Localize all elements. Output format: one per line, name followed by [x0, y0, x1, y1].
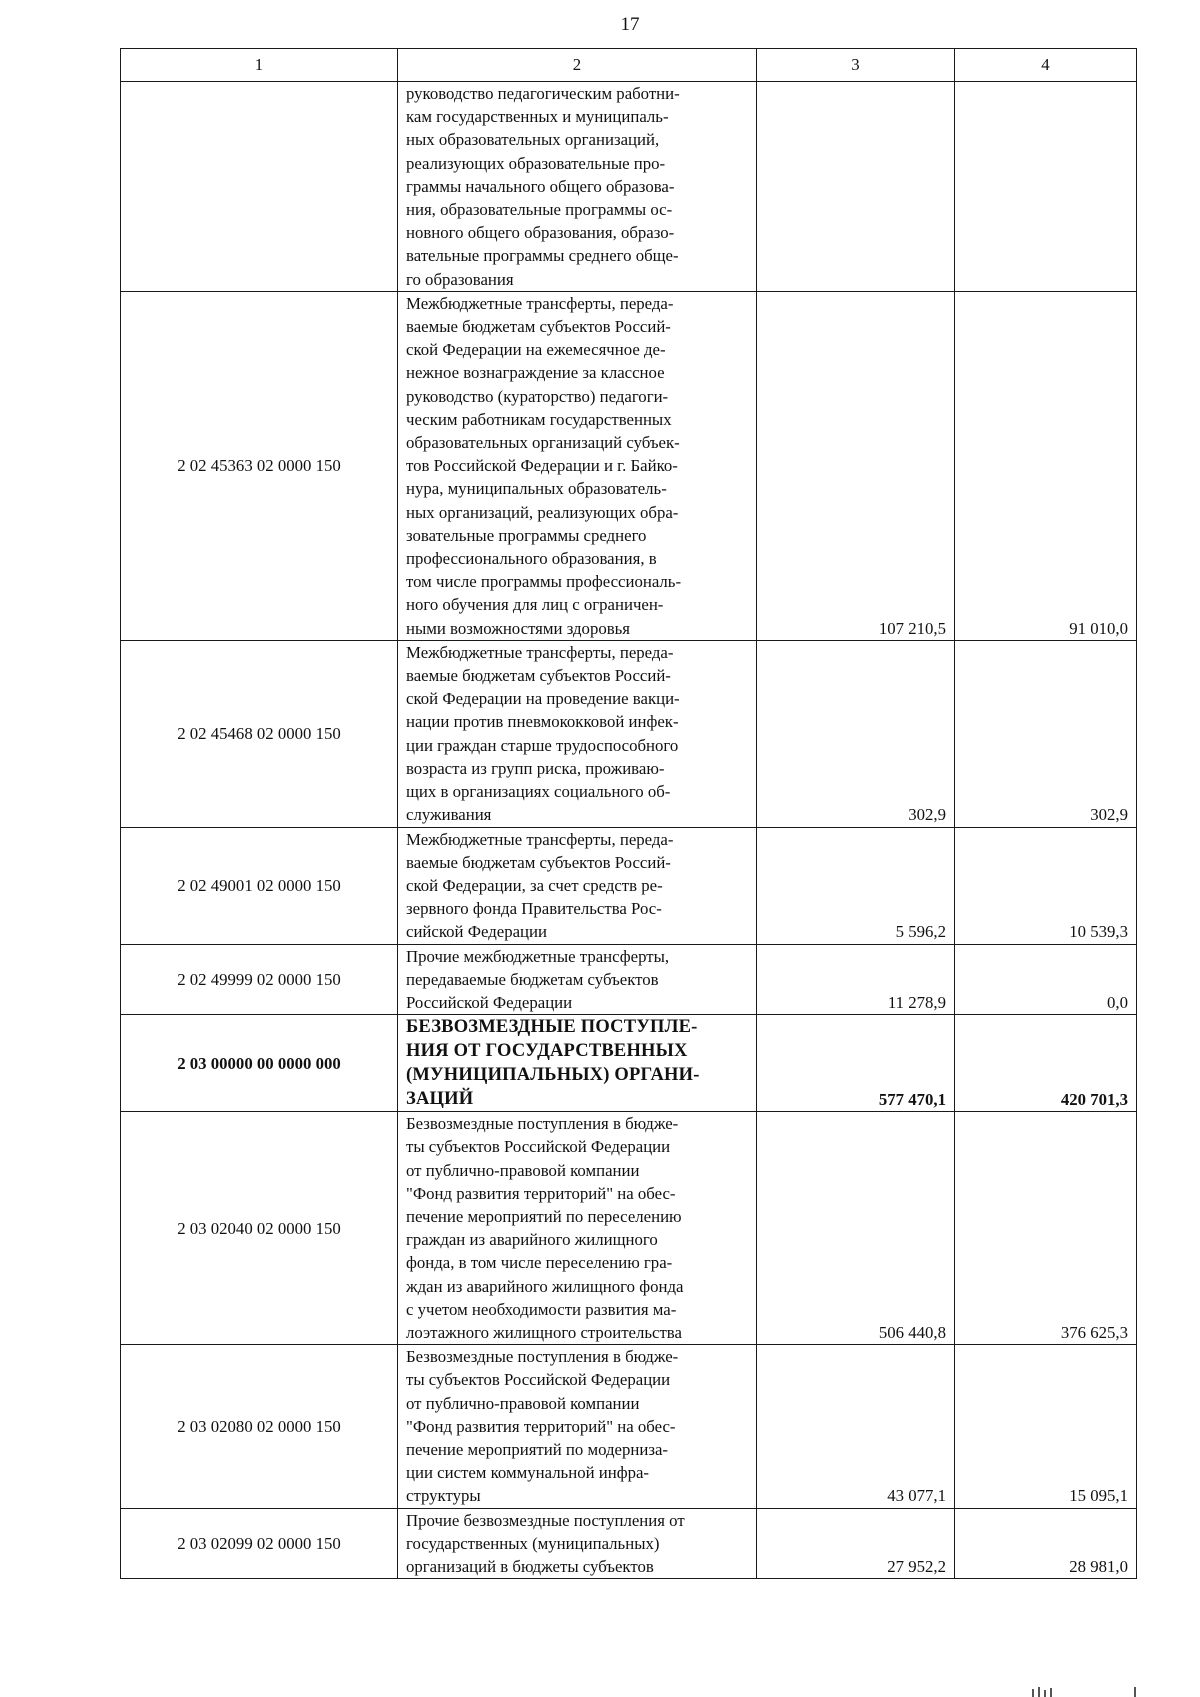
column-header-1: 1: [121, 49, 398, 82]
revenue-name-text: Безвозмездные поступления в бюдже- ты субъектов Российской Федерации от публично-правовой компании "Фонд развития территорий" на обес- печение мероприятий по модерниза- ции систем коммунальной инфра- структуры: [406, 1347, 679, 1506]
table-row: [121, 291, 1137, 640]
revenue-name: [398, 1345, 757, 1508]
amount-column-3: 43 077,1: [757, 1345, 955, 1508]
revenue-name: [398, 1112, 757, 1345]
revenue-name-text: Межбюджетные трансферты, переда- ваемые бюджетам субъектов Россий- ской Федерации на проведение вакци- нации против пневмококковой инфек- ции граждан старше трудоспособного возраста из групп риска, проживаю- щих в организациях социального об- служивания: [406, 642, 680, 825]
table-row: [121, 827, 1137, 944]
amount-column-3: 577 470,1: [757, 1015, 955, 1112]
revenue-name-text: БЕЗВОЗМЕЗДНЫЕ ПОСТУПЛЕ- НИЯ ОТ ГОСУДАРСТВЕННЫХ (МУНИЦИПАЛЬНЫХ) ОРГАНИ- ЗАЦИЙ: [406, 1017, 700, 1110]
classification-code: 2 02 45468 02 0000 150: [121, 640, 398, 827]
classification-code: 2 03 02099 02 0000 150: [121, 1508, 398, 1579]
revenue-name: [398, 1015, 757, 1112]
revenue-name-text: Прочие безвозмездные поступления от государственных (муниципальных) организаций в бюджеты субъектов: [406, 1510, 685, 1576]
revenue-name-text: руководство педагогическим работни- кам государственных и муниципаль- ных образовательных организаций, реализующих образовательные про- граммы начального общего образова- ния, образовательные программы ос- новного общего образования, образо- вательные программы среднего обще- го образования: [406, 84, 680, 289]
column-header-2: 2: [398, 49, 757, 82]
revenue-name: [398, 640, 757, 827]
amount-column-3: 5 596,2: [757, 827, 955, 944]
amount-column-4: 91 010,0: [955, 291, 1137, 640]
amount-column-4: 376 625,3: [955, 1112, 1137, 1345]
column-header-3: 3: [757, 49, 955, 82]
amount-column-3: 506 440,8: [757, 1112, 955, 1345]
classification-code: 2 03 02040 02 0000 150: [121, 1112, 398, 1345]
amount-column-4: 15 095,1: [955, 1345, 1137, 1508]
amount-column-4: 28 981,0: [955, 1508, 1137, 1579]
table-row: [121, 1112, 1137, 1345]
budget-revenue-table: [120, 48, 1137, 1579]
amount-column-3: 302,9: [757, 640, 955, 827]
amount-column-3: 11 278,9: [757, 944, 955, 1015]
table-row: [121, 1508, 1137, 1579]
revenue-name-text: Межбюджетные трансферты, переда- ваемые бюджетам субъектов Россий- ской Федерации на ежемесячное де- нежное вознаграждение за классное руководство (кураторство) педагоги- ческим работникам государственных образовательных организаций субъек- тов Российской Федерации и г. Байко- нура, муниципальных образователь- ных организаций, реализующих обра- зовательные программы среднего профессионального образования, в том числе программы профессиональ- ного обучения для лиц с ограничен- ными возможностями здоровья: [406, 293, 682, 638]
amount-column-4: 10 539,3: [955, 827, 1137, 944]
classification-code: 2 02 49001 02 0000 150: [121, 827, 398, 944]
amount-column-4: 302,9: [955, 640, 1137, 827]
classification-code: 2 03 00000 00 0000 000: [121, 1015, 398, 1112]
classification-code: 2 02 45363 02 0000 150: [121, 291, 398, 640]
amount-column-3: 27 952,2: [757, 1508, 955, 1579]
table-row: [121, 1345, 1137, 1508]
table-header-row: [121, 49, 1137, 82]
table-row-total: [121, 1015, 1137, 1112]
table-row: [121, 640, 1137, 827]
revenue-name: [398, 291, 757, 640]
table-row: [121, 944, 1137, 1015]
amount-column-4: 0,0: [955, 944, 1137, 1015]
classification-code: 2 03 02080 02 0000 150: [121, 1345, 398, 1508]
amount-column-3: 107 210,5: [757, 291, 955, 640]
page-number: 17: [620, 14, 640, 35]
revenue-name: [398, 82, 757, 292]
table-row: [121, 82, 1137, 292]
revenue-name-text: Межбюджетные трансферты, переда- ваемые бюджетам субъектов Россий- ской Федерации, за счет средств ре- зервного фонда Правительства Рос- сийской Федерации: [406, 829, 674, 942]
revenue-name-text: Безвозмездные поступления в бюдже- ты субъектов Российской Федерации от публично-правовой компании "Фонд развития территорий" на обес- печение мероприятий по переселению граждан из аварийного жилищного фонда, в том числе переселению гра- ждан из аварийного жилищного фонда с учетом необходимости развития ма- лоэтажного жилищного строительства: [406, 1114, 684, 1342]
classification-code: [121, 82, 398, 292]
classification-code: 2 02 49999 02 0000 150: [121, 944, 398, 1015]
revenue-name: [398, 1508, 757, 1579]
scan-edge-marks: [1030, 1687, 1140, 1697]
column-header-4: 4: [955, 49, 1137, 82]
amount-column-3: [757, 82, 955, 292]
amount-column-4: 420 701,3: [955, 1015, 1137, 1112]
amount-column-4: [955, 82, 1137, 292]
revenue-name: [398, 827, 757, 944]
revenue-name-text: Прочие межбюджетные трансферты, передаваемые бюджетам субъектов Российской Федерации: [406, 946, 670, 1012]
revenue-name: [398, 944, 757, 1015]
